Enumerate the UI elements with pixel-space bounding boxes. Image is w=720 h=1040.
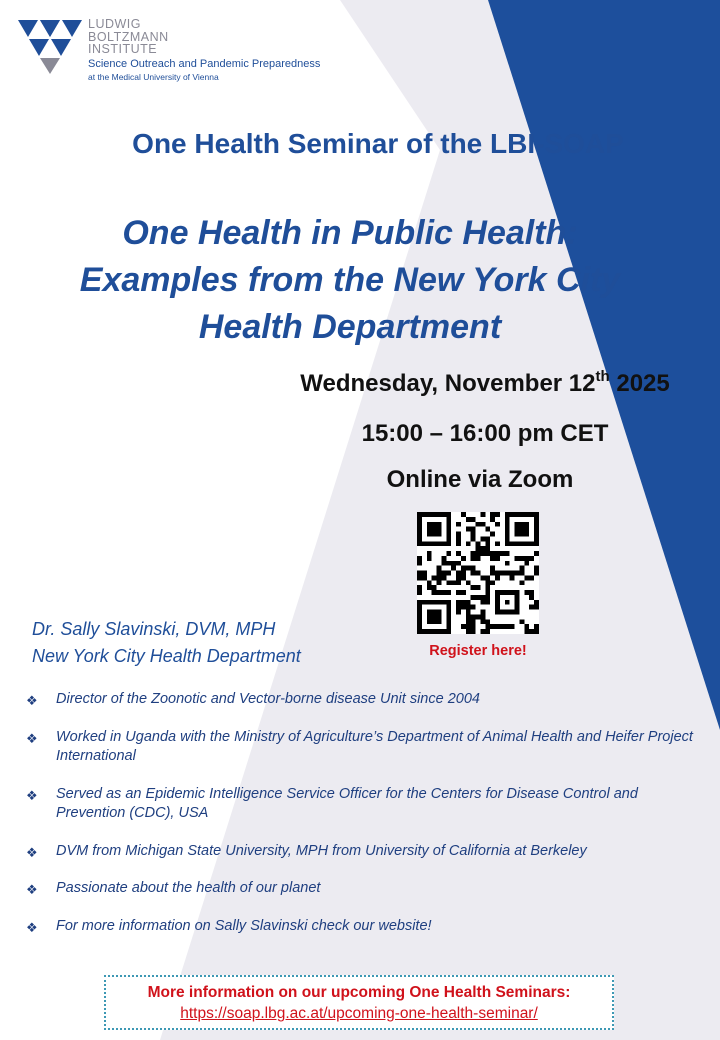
talk-title-line-3: Health Department — [198, 308, 502, 346]
register-link[interactable]: Register here! — [429, 643, 527, 659]
speaker-block — [32, 616, 301, 670]
qr-code-icon[interactable] — [417, 512, 539, 634]
diamond-bullet-icon: ❖ — [26, 787, 38, 803]
talk-title — [20, 210, 680, 351]
diamond-bullet-icon: ❖ — [26, 844, 38, 860]
diamond-bullet-icon: ❖ — [26, 919, 38, 935]
bio-text-5: Passionate about the health of our planet — [56, 880, 321, 896]
list-item — [26, 879, 701, 899]
upcoming-seminars-link[interactable]: https://soap.lbg.ac.at/upcoming-one-health-seminar/ — [180, 1005, 538, 1022]
upcoming-seminars-title: More information on our upcoming One Health Seminars: — [147, 984, 571, 1001]
event-date-year: 2025 — [609, 370, 670, 397]
list-item — [26, 728, 701, 767]
event-venue: Online via Zoom — [386, 466, 574, 493]
diamond-bullet-icon: ❖ — [26, 882, 38, 897]
talk-title-line-2: Examples from the New York City — [79, 261, 621, 299]
logo-subtitle: Science Outreach and Pandemic Preparedness — [88, 57, 321, 70]
event-date — [260, 370, 710, 398]
bio-text-1: Director of the Zoonotic and Vector-borne disease Unit since 2004 — [56, 691, 480, 707]
list-item — [26, 785, 701, 824]
event-date-suffix: th — [595, 368, 610, 385]
event-time: 15:00 – 16:00 pm CET — [361, 420, 609, 447]
diamond-bullet-icon: ❖ — [26, 730, 38, 746]
list-item — [26, 917, 701, 937]
bio-text-6: For more information on Sally Slavinski check our website! — [56, 917, 432, 934]
logo-line-2: BOLTZMANN — [88, 29, 169, 44]
logo-triangles-icon — [18, 18, 82, 74]
speaker-bio-list — [26, 690, 701, 936]
logo-line-3: INSTITUTE — [88, 42, 158, 56]
list-item — [26, 842, 701, 862]
list-item — [26, 690, 701, 710]
speaker-affiliation: New York City Health Department — [32, 646, 301, 666]
bio-text-2: Worked in Uganda with the Ministry of Agriculture’s Department of Animal Health and Heifer Project International — [56, 728, 693, 764]
event-date-main: Wednesday, November 12 — [300, 370, 596, 397]
upcoming-seminars-box — [104, 975, 614, 1030]
series-title: One Health Seminar of the LBI-SOAP — [132, 128, 624, 159]
logo-line-1: LUDWIG — [88, 17, 141, 31]
speaker-name: Dr. Sally Slavinski, DVM, MPH — [32, 619, 276, 639]
logo-wordmark — [88, 18, 388, 82]
talk-title-line-1: One Health in Public Health: — [122, 214, 578, 252]
diamond-bullet-icon: ❖ — [26, 693, 38, 708]
bio-text-3: Served as an Epidemic Intelligence Service Officer for the Centers for Disease Control and Prevention (CDC), USA — [56, 785, 638, 821]
bio-text-4: DVM from Michigan State University, MPH from University of California at Berkeley — [56, 842, 587, 859]
logo-affiliation: at the Medical University of Vienna — [88, 71, 219, 82]
